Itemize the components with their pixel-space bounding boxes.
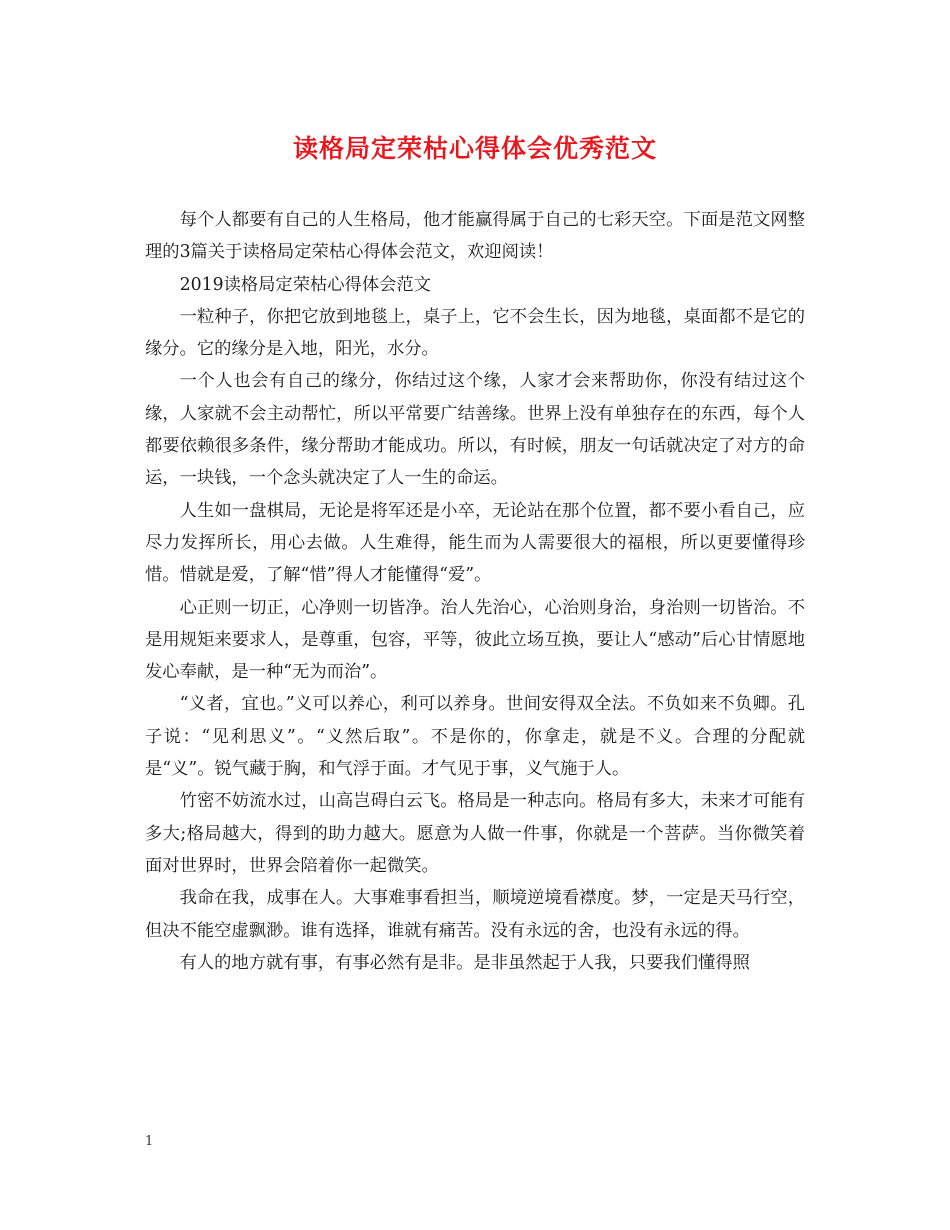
paragraph-subheading: 2019读格局定荣枯心得体会范文	[179, 274, 431, 295]
document-title: 读格局定荣枯心得体会优秀范文	[292, 134, 657, 163]
paragraph: 一粒种子，你把它放到地毯上，桌子上，它不会生长，因为地毯，桌面都不是它的缘分。它的缘分是入地，阳光，水分。	[145, 306, 805, 360]
paragraph: 竹密不妨流水过，山高岂碍白云飞。格局是一种志向。格局有多大，未来才可能有多大;格局越大，得到的助力越大。愿意为人做一件事，你就是一个菩萨。当你微笑着面对世界时，世界会陪着你一起微笑。	[145, 791, 805, 876]
paragraph: 人生如一盘棋局，无论是将军还是小卒，无论站在那个位置，都不要小看自己，应尽力发挥所长，用心去做。人生难得，能生而为人需要很大的福根，所以更要懂得珍惜。惜就是爱，了解“惜”得人才能懂得“爱”。	[145, 500, 805, 586]
paragraph: 心正则一切正，心净则一切皆净。治人先治心，心治则身治，身治则一切皆治。不是用规矩来要求人，是尊重，包容，平等，彼此立场互换，要让人“感动”后心甘情愿地发心奉献，是一种“无为而治”。	[145, 597, 805, 683]
paragraph-intro: 每个人都要有自己的人生格局，他才能赢得属于自己的七彩天空。下面是范文网整理的3篇关于读格局定荣枯心得体会范文，欢迎阅读！	[145, 210, 805, 263]
paragraph: 我命在我，成事在人。大事难事看担当，顺境逆境看襟度。梦，一定是天马行空，但决不能空虚飘渺。谁有选择，谁就有痛苦。没有永远的舍，也没有永远的得。	[145, 888, 805, 941]
paragraph-continued: 有人的地方就有事，有事必然有是非。是非虽然起于人我，只要我们懂得照	[179, 952, 750, 973]
document-body	[145, 204, 805, 979]
paragraph: “义者，宜也。”义可以养心，利可以养身。世间安得双全法。不负如来不负卿。孔子说：“见利思义”。“义然后取”。不是你的，你拿走，就是不义。合理的分配就是“义”。锐气藏于胸，和气浮于面。才气见于事，义气施于人。	[145, 694, 805, 780]
page-number: 1	[145, 1134, 154, 1149]
paragraph: 一个人也会有自己的缘分，你结过这个缘，人家才会来帮助你，你没有结过这个缘，人家就不会主动帮忙，所以平常要广结善缘。世界上没有单独存在的东西，每个人都要依赖很多条件，缘分帮助才能成功。所以，有时候，朋友一句话就决定了对方的命运，一块钱，一个念头就决定了人一生的命运。	[145, 371, 805, 489]
